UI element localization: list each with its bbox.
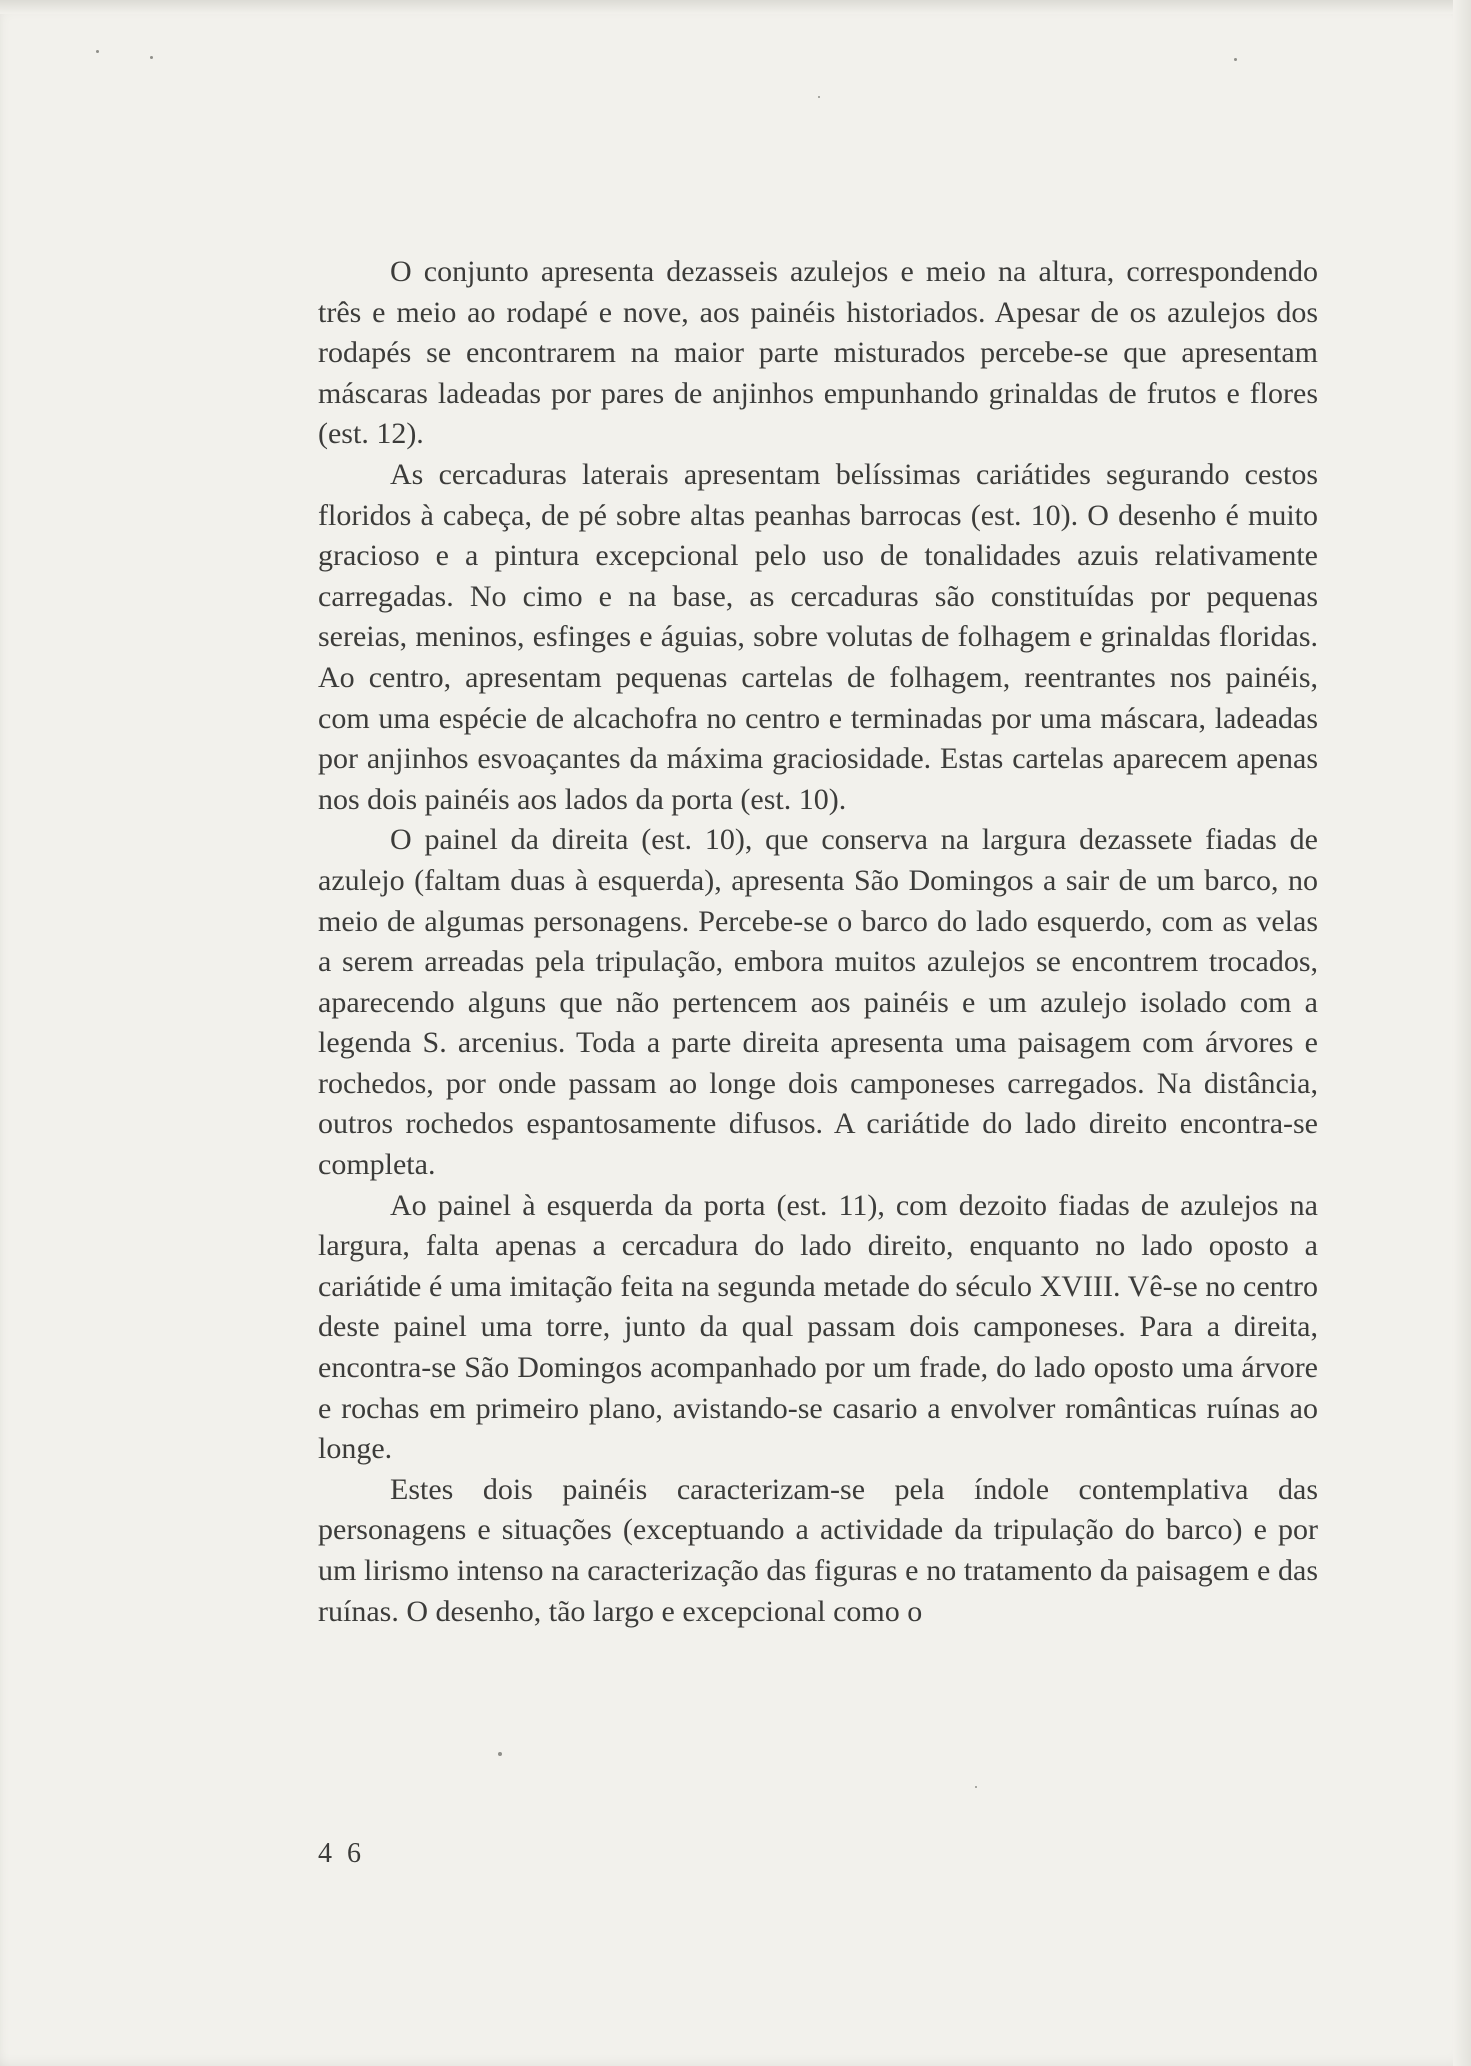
paper-speck [96, 50, 99, 53]
paragraph: As cercaduras laterais apresentam belíssimas cariátides segurando cestos floridos à cabeça, de pé sobre altas peanhas barrocas (est. 10). O desenho é muito gracioso e a pintura excepcional pelo uso de tonalidades azuis relativamente carregadas. No cimo e na base, as cercaduras são constituídas por pequenas sereias, meninos, esfinges e águias, sobre volutas de folhagem e grinaldas floridas. Ao centro, apresentam pequenas cartelas de folhagem, reentrantes nos painéis, com uma espécie de alcachofra no centro e terminadas por uma máscara, ladeadas por anjinhos esvoaçantes da máxima graciosidade. Estas cartelas aparecem apenas nos dois painéis aos lados da porta (est. 10). [318, 457, 1318, 816]
paper-right-edge [1453, 0, 1471, 2066]
paper-top-edge [0, 0, 1471, 14]
paper-speck [975, 1786, 977, 1788]
body-text [318, 252, 1318, 1632]
paper-speck [498, 1752, 502, 1756]
paper-speck [1234, 58, 1237, 61]
paragraph: Ao painel à esquerda da porta (est. 11), com dezoito fiadas de azulejos na largura, falta apenas a cercadura do lado direito, enquanto no lado oposto a cariátide é uma imitação feita na segunda metade do século XVIII. Vê-se no centro deste painel uma torre, junto da qual passam dois camponeses. Para a direita, encontra-se São Domingos acompanhado por um frade, do lado oposto uma árvore e rochas em primeiro plano, avistando-se casario a envolver românticas ruínas ao longe. [318, 1188, 1318, 1466]
page-number: 4 6 [318, 1838, 365, 1869]
paragraph: O painel da direita (est. 10), que conserva na largura dezassete fiadas de azulejo (faltam duas à esquerda), apresenta São Domingos a sair de um barco, no meio de algumas personagens. Percebe-se o barco do lado esquerdo, com as velas a serem arreadas pela tripulação, embora muitos azulejos se encontrem trocados, aparecendo alguns que não pertencem aos painéis e um azulejo isolado com a legenda S. arcenius. Toda a parte direita apresenta uma paisagem com árvores e rochedos, por onde passam ao longe dois camponeses carregados. Na distância, outros rochedos espantosamente difusos. A cariátide do lado direito encontra-se completa. [318, 823, 1318, 1182]
paragraph: O conjunto apresenta dezasseis azulejos e meio na altura, correspondendo três e meio ao rodapé e nove, aos painéis historiados. Apesar de os azulejos dos rodapés se encontrarem na maior parte misturados percebe-se que apresentam máscaras ladeadas por pares de anjinhos empunhando grinaldas de frutos e flores (est. 12). [318, 255, 1318, 451]
paper-speck [150, 56, 153, 59]
paper-speck [818, 96, 820, 98]
paragraph: Estes dois painéis caracterizam-se pela índole contemplativa das personagens e situações (exceptuando a actividade da tripulação do barco) e por um lirismo intenso na caracterização das figuras e no tratamento da paisagem e das ruínas. O desenho, tão largo e excepcional como o [318, 1472, 1318, 1628]
